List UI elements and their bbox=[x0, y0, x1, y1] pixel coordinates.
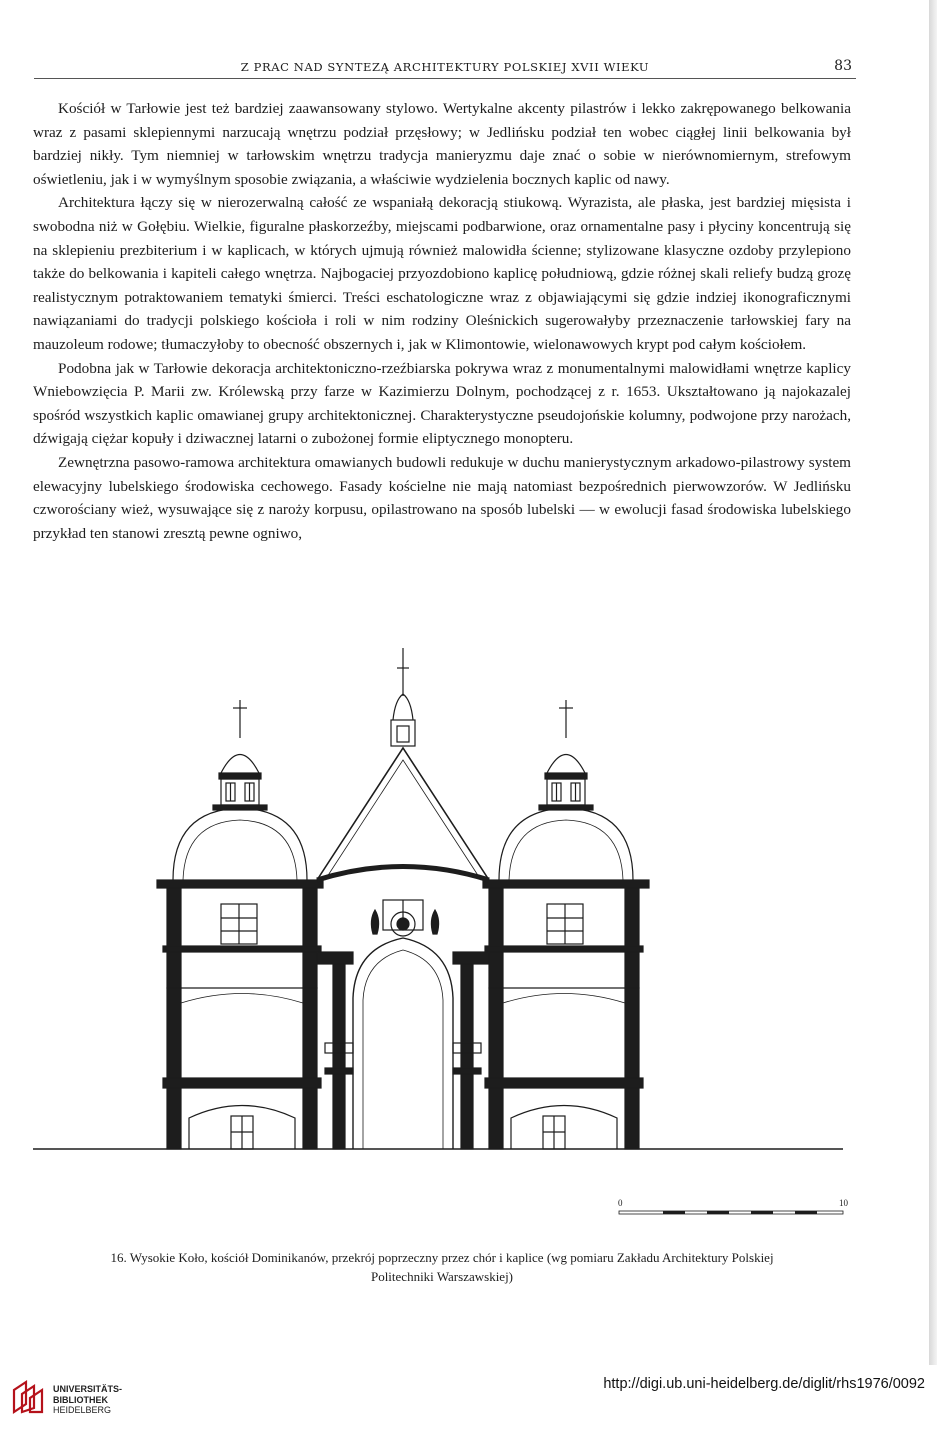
left-chapel bbox=[157, 700, 323, 1149]
caption-line-2: Politechniki Warszawskiej) bbox=[370, 1269, 514, 1284]
page-header bbox=[34, 58, 856, 80]
running-head: Z PRAC NAD SYNTEZĄ ARCHITEKTURY POLSKIEJ XVII WIEKU bbox=[240, 60, 650, 74]
caption-line-1: 16. Wysokie Koło, kościół Dominikanów, przekrój poprzeczny przez chór i kaplice (wg pomiaru Zakładu Architektury Polskiej bbox=[110, 1250, 774, 1265]
library-name-line-2: BIBLIOTHEK bbox=[53, 1394, 108, 1405]
digitization-footer bbox=[0, 1365, 937, 1431]
paragraph-1: Kościół w Tarłowie jest też bardziej zaawansowany stylowo. Wertykalne akcenty pilastrów i lekko zakrępowanego belkowania wraz z pasami sklepiennymi narzucają wnętrzu podział przęsłowy; w Jedlińsku podział ten wobec ciągłej linii belkowania był bardziej nikły. Tym niemniej w tarłowskim wnętrzu tradycja manieryzmu daje znać o sobie w nierównomiernym, strefowym oświetleniu, jak i w wymyślnym sposobie związania, a właściwie wydzielenia bocznych kaplic od nawy. bbox=[33, 100, 851, 188]
figure-caption bbox=[33, 1248, 851, 1286]
library-name bbox=[53, 1384, 122, 1416]
library-name-line-1: UNIVERSITÄTS- bbox=[53, 1384, 123, 1394]
scale-label-start: 0 bbox=[618, 1198, 623, 1208]
scale-label-end: 10 bbox=[839, 1198, 848, 1208]
page-number: 83 bbox=[834, 58, 852, 74]
body-text bbox=[33, 97, 851, 545]
scale-bar bbox=[618, 1198, 849, 1214]
paragraph-2: Architektura łączy się w nierozerwalną całość ze wspaniałą dekoracją stiukową. Wyrazista, ale płaska, jest bardziej mięsista i swobodna niż w Gołębiu. Wielkie, figuralne płaskorzeźby, miejscami podbarwione, oraz ornamentalne pasy i płyciny koncentrują się na sklepieniu prezbiterium i w kaplicach, w których ujmują również malowidła ścienne; stylizowane klasyczne ozdoby przylepiono także do belkowania i kapiteli całego wnętrza. Najbogaciej przyozdobiono kaplicę południową, gdzie różnej skali reliefy budzą grozę realistycznym potraktowaniem tematyki śmierci. Treści eschatologiczne wraz z objawiającymi się gdzie indziej ikonograficznymi nawiązaniami do tradycji polskiego kościoła i roli w nim rodziny Oleśnickich sugerowałyby przeznaczenie tarłowskiej fary na mauzoleum rodowe; tłumaczyłoby to obecność obszernych i, jak w Klimontowie, wielonawowych krypt pod całym kościołem. bbox=[33, 194, 851, 353]
right-chapel bbox=[483, 700, 649, 1149]
library-name-line-3: HEIDELBERG bbox=[53, 1405, 112, 1415]
cross-section-drawing bbox=[33, 648, 853, 1218]
page-edge-shadow bbox=[929, 0, 937, 1365]
header-rule bbox=[34, 78, 856, 79]
church-cross-section-figure bbox=[33, 648, 853, 1218]
source-url-link[interactable]: http://digi.ub.uni-heidelberg.de/diglit/rhs1976/0092 bbox=[603, 1376, 925, 1392]
library-logo-icon bbox=[10, 1378, 48, 1420]
central-choir bbox=[317, 648, 489, 1149]
paragraph-4: Zewnętrzna pasowo-ramowa architektura omawianych budowli redukuje w duchu manierystycznym arkadowo-pilastrowy system elewacyjny lubelskiego środowiska cechowego. Fasady kościelne nie mają natomiast bezpośrednich pierwowzorów. W Jedlińsku czworościany wież, wysuwające się z naroży korpusu, opilastrowano na sposób lubelski — w ewolucji fasad środowiska lubelskiego przykład ten stanowi zresztą pewne ogniwo, bbox=[33, 453, 851, 542]
paragraph-3: Podobna jak w Tarłowie dekoracja architektoniczno-rzeźbiarska pokrywa wraz z monumentalnymi malowidłami wnętrze kaplicy Wniebowzięcia P. Marii zw. Królewską przy farze w Kazimierzu Dolnym, pochodzącej z r. 1653. Ukształtowano ją najokazalej spośród wszystkich kaplic omawianej grupy architektonicznej. Charakterystyczne pseudojońskie kolumny, podwojone przy narożach, dźwigają ciężar kopuły i dziwacznej latarni o zubożonej formie eliptycznego monopteru. bbox=[33, 359, 851, 448]
